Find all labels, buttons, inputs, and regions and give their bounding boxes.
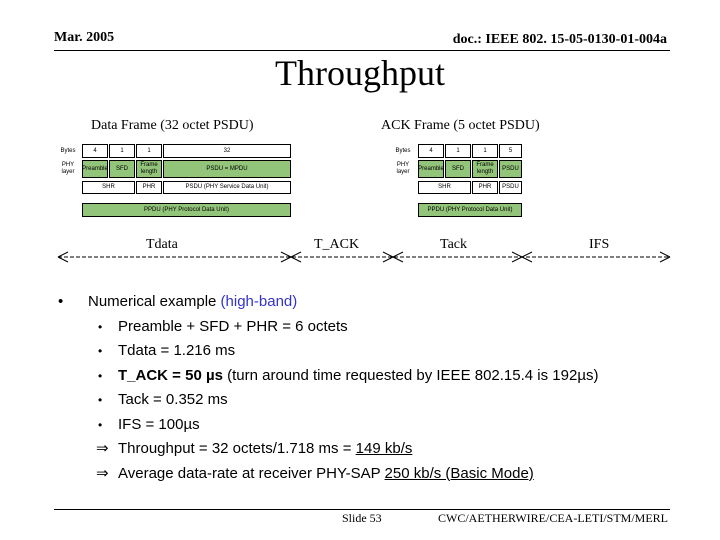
ack-phr-box: PHR xyxy=(472,181,498,194)
ack-phy-layer-label: PHY layer xyxy=(396,162,410,175)
timeline-label-tdata: Tdata xyxy=(146,237,178,252)
ack-preamble-field: Preamble xyxy=(418,160,444,178)
ack-ppdu-box: PPDU (PHY Protocol Data Unit) xyxy=(418,203,522,217)
average-rate-value: 250 kb/s (Basic Mode) xyxy=(384,464,534,482)
data-frame-length-field: Frame length xyxy=(136,160,162,178)
data-phr-box: PHR xyxy=(136,181,162,194)
data-phy-layer-label: PHY layer xyxy=(61,162,75,175)
data-byte-count: 4 xyxy=(82,144,108,158)
implies-arrow-icon: ⇒ xyxy=(96,440,109,457)
data-byte-count: 1 xyxy=(136,144,162,158)
data-ppdu-box: PPDU (PHY Protocol Data Unit) xyxy=(82,203,291,217)
t-ack-note: (turn around time requested by IEEE 802.15.4 is 192µs) xyxy=(222,366,599,384)
sub-bullet xyxy=(58,413,598,438)
sub-bullet xyxy=(58,315,598,340)
data-psdu-box: PSDU (PHY Service Data Unit) xyxy=(163,181,291,194)
data-byte-count: 1 xyxy=(109,144,135,158)
ack-byte-count: 1 xyxy=(472,144,498,158)
ack-frame-title: ACK Frame (5 octet PSDU) xyxy=(381,118,540,133)
footer-rule xyxy=(54,509,670,510)
timeline-label-tack: Tack xyxy=(440,237,468,252)
implies-arrow-icon: ⇒ xyxy=(96,464,109,482)
data-sfd-field: SFD xyxy=(109,160,135,178)
sub-bullet-marker: • xyxy=(98,417,103,432)
throughput-value: 149 kb/s xyxy=(355,440,413,457)
sub-bullet-marker: • xyxy=(98,368,103,383)
ack-shr-box: SHR xyxy=(418,181,471,194)
ack-byte-count: 1 xyxy=(445,144,471,158)
numerical-example-list xyxy=(58,290,598,486)
data-byte-count: 32 xyxy=(163,144,291,158)
sub-bullet xyxy=(58,339,598,364)
ack-bytes-label: Bytes xyxy=(395,147,411,154)
sub-bullet-text: Tdata = 1.216 ms xyxy=(118,342,236,359)
data-psdu-field: PSDU = MPDU xyxy=(163,160,291,178)
ack-frame-length-field: Frame length xyxy=(472,160,498,178)
header-doc-id: doc.: IEEE 802. 15-05-0130-01-004a xyxy=(452,32,667,47)
average-rate-result xyxy=(58,462,598,487)
ack-byte-count: 4 xyxy=(418,144,444,158)
sub-bullet-text: Tack = 0.352 ms xyxy=(118,391,228,408)
main-bullet xyxy=(58,290,598,315)
main-bullet-text: Numerical example xyxy=(88,293,221,310)
data-frame-title: Data Frame (32 octet PSDU) xyxy=(91,118,254,133)
data-bytes-label: Bytes xyxy=(60,147,76,154)
bullet-marker: • xyxy=(58,293,64,310)
throughput-result xyxy=(58,437,598,462)
sub-bullet-marker: • xyxy=(98,344,103,358)
data-preamble-field: Preamble xyxy=(82,160,108,178)
t-ack-value: T_ACK = 50 µs xyxy=(118,366,223,384)
timeline-label-ifs: IFS xyxy=(589,237,610,252)
sub-bullet xyxy=(58,364,598,389)
ack-sfd-field: SFD xyxy=(445,160,471,178)
footer-slide-number: Slide 53 xyxy=(342,511,382,525)
timeline-label-t-ack: T_ACK xyxy=(314,237,360,252)
average-rate-text: Average data-rate at receiver PHY-SAP xyxy=(118,464,385,482)
ack-psdu-field: PSDU xyxy=(499,160,522,178)
main-bullet-highlight: (high-band) xyxy=(220,293,298,310)
footer-authors: CWC/AETHERWIRE/CEA-LETI/STM/MERL xyxy=(438,511,668,525)
ack-byte-count: 5 xyxy=(499,144,522,158)
sub-bullet-text: Preamble + SFD + PHR = 6 octets xyxy=(118,317,348,335)
sub-bullet xyxy=(58,388,598,413)
sub-bullet-text: IFS = 100µs xyxy=(118,415,200,433)
data-shr-box: SHR xyxy=(82,181,135,194)
page-title: Throughput xyxy=(275,53,445,93)
sub-bullet-marker: • xyxy=(98,393,103,407)
sub-bullet-marker: • xyxy=(98,319,103,334)
throughput-text: Throughput = 32 octets/1.718 ms = xyxy=(118,440,356,457)
ack-psdu-box: PSDU xyxy=(499,181,522,194)
header-date: Mar. 2005 xyxy=(54,30,115,45)
